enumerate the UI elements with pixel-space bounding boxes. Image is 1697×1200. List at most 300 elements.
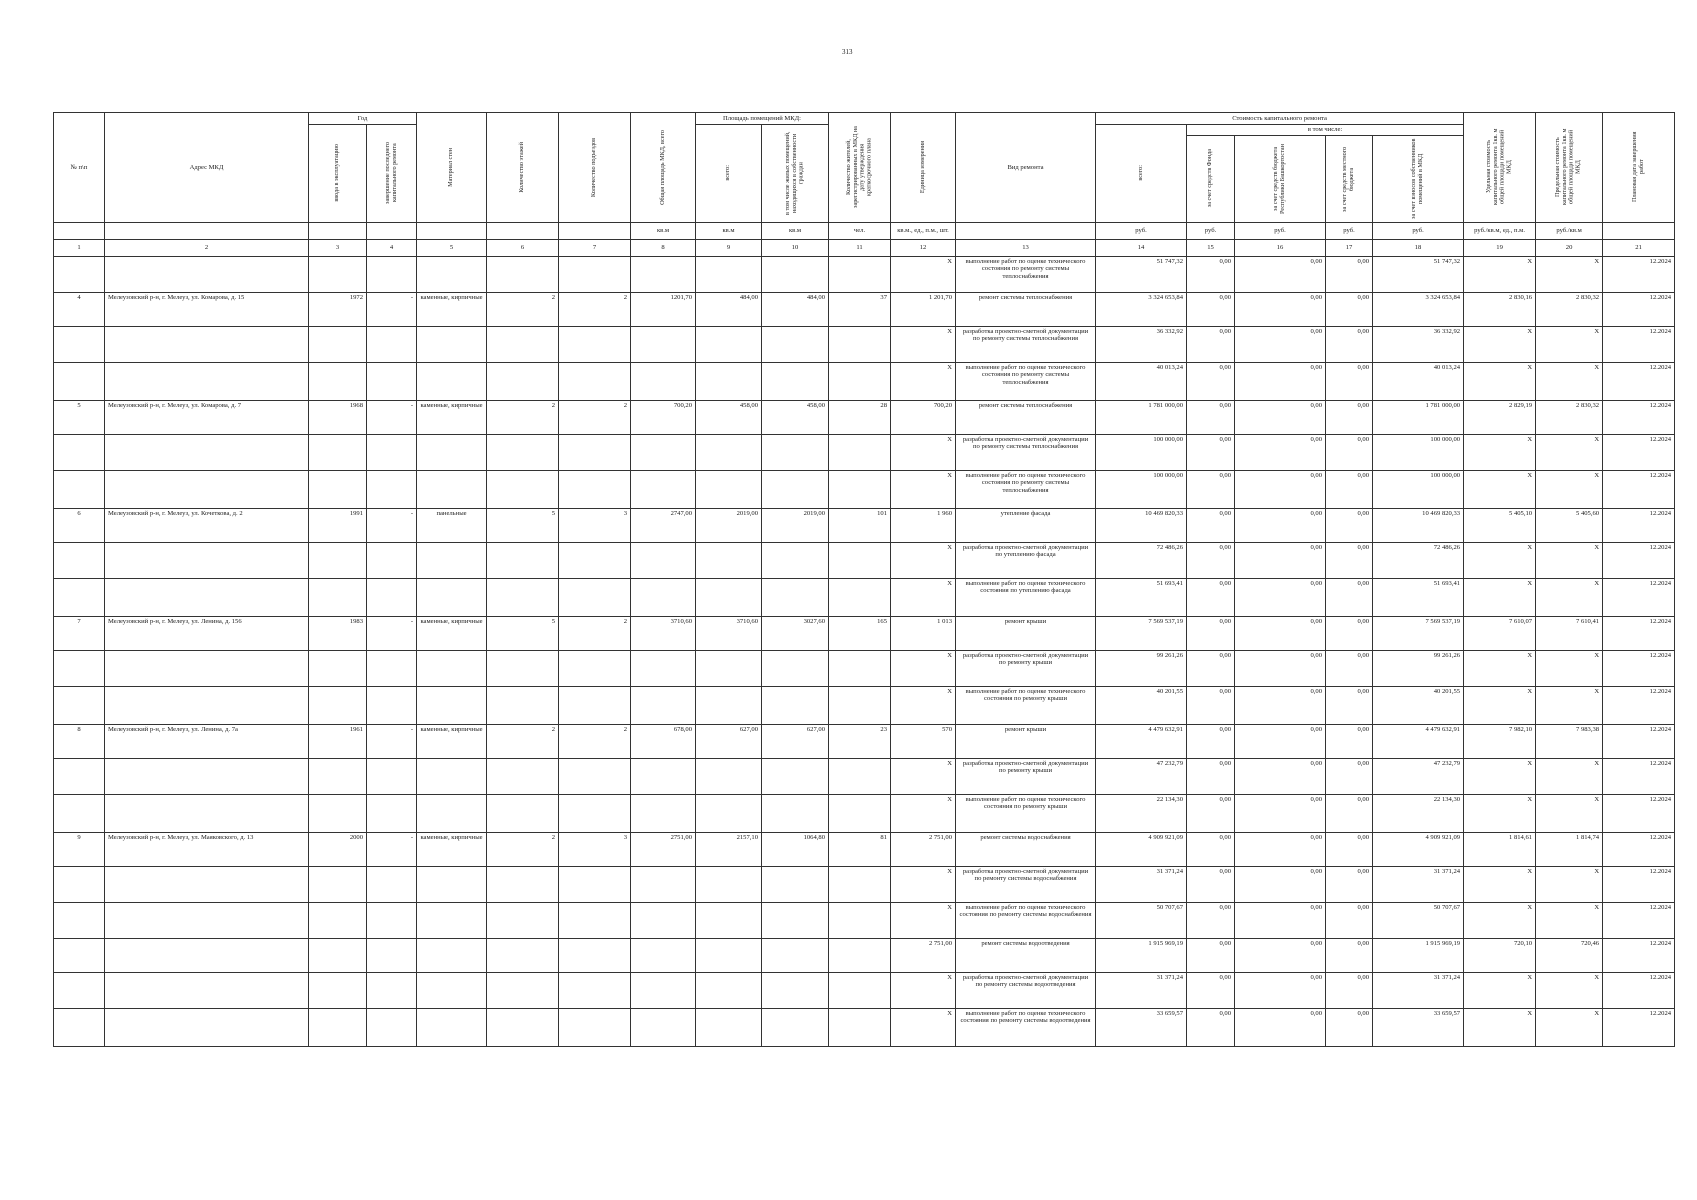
max-cost-cell: X: [1536, 902, 1603, 938]
repair-type-cell: разработка проектно-сметной документации по ремонту системы водоотведения: [956, 972, 1096, 1008]
year-commissioning-cell: 1968: [309, 400, 367, 434]
entrances-cell: [559, 902, 631, 938]
repair-plan-table: [53, 112, 1675, 1047]
cost-republic-cell: 0,00: [1235, 542, 1326, 578]
repair-type-cell: разработка проектно-сметной документации по ремонту крыши: [956, 650, 1096, 686]
cost-republic-cell: 0,00: [1235, 724, 1326, 758]
row-number-cell: 9: [54, 832, 105, 866]
area-total-cell: 458,00: [696, 400, 762, 434]
cost-total-cell: 31 371,24: [1096, 972, 1187, 1008]
column-number: 16: [1235, 239, 1326, 256]
area-total-cell: 2019,00: [696, 508, 762, 542]
deadline-cell: 12.2024: [1603, 542, 1675, 578]
address-cell: Мелеузовский р-н, г. Мелеуз, ул. Кочеткова, д. 2: [105, 508, 309, 542]
unit-cell: [487, 222, 559, 239]
floors-cell: [487, 686, 559, 724]
residents-cell: [829, 866, 891, 902]
column-number: 7: [559, 239, 631, 256]
unit-cell: [417, 222, 487, 239]
row-number-cell: 6: [54, 508, 105, 542]
area-residential-cell: [762, 470, 829, 508]
area-residential-cell: 2019,00: [762, 508, 829, 542]
quantity-cell: X: [891, 686, 956, 724]
row-number-cell: [54, 902, 105, 938]
floors-cell: 5: [487, 616, 559, 650]
unit-cell: руб./кв.м, ед., п.м.: [1464, 222, 1536, 239]
max-cost-cell: 5 405,60: [1536, 508, 1603, 542]
area-residential-cell: [762, 972, 829, 1008]
quantity-cell: 1 013: [891, 616, 956, 650]
header-cost-owners: за счет взносов собственников помещений в МКД: [1373, 135, 1464, 222]
cost-republic-cell: 0,00: [1235, 1008, 1326, 1046]
unit-cost-cell: 5 405,10: [1464, 508, 1536, 542]
residents-cell: 28: [829, 400, 891, 434]
cost-total-cell: 40 013,24: [1096, 362, 1187, 400]
year-last-repair-cell: [367, 972, 417, 1008]
total-area-cell: [631, 542, 696, 578]
wall-material-cell: [417, 866, 487, 902]
total-area-cell: [631, 686, 696, 724]
area-total-cell: [696, 758, 762, 794]
header-deadline: Плановая дата завершения работ: [1603, 113, 1675, 223]
repair-type-cell: разработка проектно-сметной документации по ремонту крыши: [956, 758, 1096, 794]
header-cost-group: Стоимость капитального ремонта: [1096, 113, 1464, 125]
address-cell: [105, 902, 309, 938]
total-area-cell: [631, 362, 696, 400]
max-cost-cell: X: [1536, 1008, 1603, 1046]
table-row: [54, 362, 1675, 400]
cost-total-cell: 31 371,24: [1096, 866, 1187, 902]
residents-cell: [829, 256, 891, 292]
entrances-cell: [559, 434, 631, 470]
header-wall-material: Материал стен: [417, 113, 487, 223]
cost-total-cell: 4 479 632,91: [1096, 724, 1187, 758]
wall-material-cell: [417, 902, 487, 938]
row-number-cell: [54, 686, 105, 724]
repair-type-cell: выполнение работ по оценке технического состояния по утеплению фасада: [956, 578, 1096, 616]
entrances-cell: 3: [559, 832, 631, 866]
cost-republic-cell: 0,00: [1235, 578, 1326, 616]
area-total-cell: [696, 866, 762, 902]
wall-material-cell: каменные, кирпичные: [417, 724, 487, 758]
table-row: [54, 616, 1675, 650]
area-total-cell: [696, 256, 762, 292]
wall-material-cell: [417, 686, 487, 724]
unit-cell: руб.: [1326, 222, 1373, 239]
deadline-cell: 12.2024: [1603, 794, 1675, 832]
repair-type-cell: разработка проектно-сметной документации по ремонту системы теплоснабжения: [956, 326, 1096, 362]
year-commissioning-cell: [309, 470, 367, 508]
address-cell: Мелеузовский р-н, г. Мелеуз, ул. Ленина, д. 7а: [105, 724, 309, 758]
area-total-cell: [696, 578, 762, 616]
cost-local-cell: 0,00: [1326, 686, 1373, 724]
year-last-repair-cell: -: [367, 292, 417, 326]
column-number: 18: [1373, 239, 1464, 256]
cost-fund-cell: 0,00: [1187, 1008, 1235, 1046]
cost-republic-cell: 0,00: [1235, 902, 1326, 938]
repair-type-cell: выполнение работ по оценке технического состояния по ремонту системы теплоснабжения: [956, 362, 1096, 400]
cost-owners-cell: 40 013,24: [1373, 362, 1464, 400]
header-year-group: Год: [309, 113, 417, 125]
unit-cell: [54, 222, 105, 239]
area-total-cell: 484,00: [696, 292, 762, 326]
header-area-residential: в том числе жилых помещений, находящихся в собственности граждан: [762, 125, 829, 223]
header-cost-total: всего:: [1096, 125, 1187, 223]
column-number: 2: [105, 239, 309, 256]
address-cell: [105, 686, 309, 724]
address-cell: [105, 650, 309, 686]
unit-cost-cell: X: [1464, 578, 1536, 616]
deadline-cell: 12.2024: [1603, 616, 1675, 650]
year-commissioning-cell: [309, 794, 367, 832]
row-number-cell: [54, 578, 105, 616]
cost-fund-cell: 0,00: [1187, 400, 1235, 434]
year-commissioning-cell: [309, 972, 367, 1008]
year-commissioning-cell: [309, 866, 367, 902]
unit-cost-cell: X: [1464, 758, 1536, 794]
deadline-cell: 12.2024: [1603, 256, 1675, 292]
table-row: [54, 292, 1675, 326]
unit-cell: кв.м: [696, 222, 762, 239]
cost-total-cell: 100 000,00: [1096, 470, 1187, 508]
area-total-cell: [696, 650, 762, 686]
row-number-cell: [54, 434, 105, 470]
total-area-cell: 2751,00: [631, 832, 696, 866]
area-residential-cell: [762, 866, 829, 902]
entrances-cell: [559, 972, 631, 1008]
max-cost-cell: X: [1536, 326, 1603, 362]
cost-republic-cell: 0,00: [1235, 794, 1326, 832]
unit-cost-cell: X: [1464, 794, 1536, 832]
header-total-area: Общая площадь МКД, всего: [631, 113, 696, 223]
row-number-cell: [54, 542, 105, 578]
floors-cell: 2: [487, 724, 559, 758]
repair-type-cell: ремонт системы водоснабжения: [956, 832, 1096, 866]
entrances-cell: [559, 866, 631, 902]
entrances-cell: [559, 470, 631, 508]
quantity-cell: 2 751,00: [891, 832, 956, 866]
table-row: [54, 578, 1675, 616]
wall-material-cell: [417, 470, 487, 508]
cost-owners-cell: 40 201,55: [1373, 686, 1464, 724]
unit-cost-cell: X: [1464, 434, 1536, 470]
area-residential-cell: 1064,80: [762, 832, 829, 866]
wall-material-cell: панельные: [417, 508, 487, 542]
max-cost-cell: 7 610,41: [1536, 616, 1603, 650]
units-row: [54, 222, 1675, 239]
cost-fund-cell: 0,00: [1187, 832, 1235, 866]
wall-material-cell: каменные, кирпичные: [417, 616, 487, 650]
deadline-cell: 12.2024: [1603, 434, 1675, 470]
entrances-cell: 3: [559, 508, 631, 542]
header-area-group: Площадь помещений МКД:: [696, 113, 829, 125]
area-residential-cell: [762, 902, 829, 938]
row-number-cell: [54, 326, 105, 362]
cost-fund-cell: 0,00: [1187, 650, 1235, 686]
cost-local-cell: 0,00: [1326, 650, 1373, 686]
unit-cell: [1603, 222, 1675, 239]
cost-owners-cell: 22 134,30: [1373, 794, 1464, 832]
address-cell: Мелеузовский р-н, г. Мелеуз, ул. Комарова, д. 15: [105, 292, 309, 326]
header-year-commissioning: ввода в эксплуатацию: [309, 125, 367, 223]
area-total-cell: [696, 470, 762, 508]
unit-cell: руб.: [1096, 222, 1187, 239]
quantity-cell: X: [891, 902, 956, 938]
area-residential-cell: [762, 434, 829, 470]
wall-material-cell: [417, 434, 487, 470]
column-numbers-row: [54, 239, 1675, 256]
cost-local-cell: 0,00: [1326, 400, 1373, 434]
max-cost-cell: X: [1536, 542, 1603, 578]
wall-material-cell: [417, 542, 487, 578]
year-last-repair-cell: [367, 650, 417, 686]
cost-total-cell: 1 915 969,19: [1096, 938, 1187, 972]
table-row: [54, 972, 1675, 1008]
cost-local-cell: 0,00: [1326, 972, 1373, 1008]
unit-cost-cell: 2 830,16: [1464, 292, 1536, 326]
cost-fund-cell: 0,00: [1187, 866, 1235, 902]
max-cost-cell: 720,46: [1536, 938, 1603, 972]
total-area-cell: [631, 758, 696, 794]
wall-material-cell: каменные, кирпичные: [417, 292, 487, 326]
floors-cell: [487, 794, 559, 832]
repair-type-cell: выполнение работ по оценке технического состояния по ремонту крыши: [956, 794, 1096, 832]
floors-cell: [487, 256, 559, 292]
area-residential-cell: [762, 650, 829, 686]
repair-plan-table-container: [53, 112, 1674, 1088]
total-area-cell: [631, 470, 696, 508]
year-commissioning-cell: [309, 578, 367, 616]
entrances-cell: [559, 362, 631, 400]
column-number: 9: [696, 239, 762, 256]
repair-type-cell: выполнение работ по оценке технического состояния по ремонту системы водоснабжения: [956, 902, 1096, 938]
cost-local-cell: 0,00: [1326, 434, 1373, 470]
cost-fund-cell: 0,00: [1187, 256, 1235, 292]
unit-cell: руб./кв.м: [1536, 222, 1603, 239]
wall-material-cell: [417, 650, 487, 686]
quantity-cell: 1 960: [891, 508, 956, 542]
cost-owners-cell: 99 261,26: [1373, 650, 1464, 686]
address-cell: [105, 758, 309, 794]
repair-type-cell: ремонт крыши: [956, 724, 1096, 758]
header-cost-fund: за счет средств Фонда: [1187, 135, 1235, 222]
cost-owners-cell: 7 569 537,19: [1373, 616, 1464, 650]
area-total-cell: [696, 794, 762, 832]
cost-total-cell: 36 332,92: [1096, 326, 1187, 362]
max-cost-cell: X: [1536, 758, 1603, 794]
wall-material-cell: [417, 972, 487, 1008]
wall-material-cell: [417, 362, 487, 400]
cost-fund-cell: 0,00: [1187, 902, 1235, 938]
year-last-repair-cell: [367, 578, 417, 616]
table-row: [54, 650, 1675, 686]
column-number: 6: [487, 239, 559, 256]
total-area-cell: 678,00: [631, 724, 696, 758]
deadline-cell: 12.2024: [1603, 724, 1675, 758]
header-cost-republic: за счет средств бюджета Республики Башкортостан: [1235, 135, 1326, 222]
unit-cell: [956, 222, 1096, 239]
area-total-cell: 2157,10: [696, 832, 762, 866]
area-total-cell: [696, 938, 762, 972]
unit-cost-cell: 7 982,10: [1464, 724, 1536, 758]
cost-republic-cell: 0,00: [1235, 470, 1326, 508]
deadline-cell: 12.2024: [1603, 758, 1675, 794]
row-number-cell: 8: [54, 724, 105, 758]
year-commissioning-cell: [309, 362, 367, 400]
unit-cost-cell: X: [1464, 650, 1536, 686]
max-cost-cell: X: [1536, 434, 1603, 470]
unit-cell: [105, 222, 309, 239]
quantity-cell: X: [891, 794, 956, 832]
entrances-cell: [559, 686, 631, 724]
max-cost-cell: 7 983,38: [1536, 724, 1603, 758]
cost-republic-cell: 0,00: [1235, 866, 1326, 902]
cost-republic-cell: 0,00: [1235, 650, 1326, 686]
quantity-cell: X: [891, 866, 956, 902]
row-number-cell: [54, 650, 105, 686]
table-row: [54, 794, 1675, 832]
entrances-cell: 2: [559, 616, 631, 650]
area-residential-cell: 458,00: [762, 400, 829, 434]
unit-cost-cell: X: [1464, 902, 1536, 938]
year-last-repair-cell: [367, 866, 417, 902]
residents-cell: [829, 470, 891, 508]
table-row: [54, 470, 1675, 508]
table-row: [54, 938, 1675, 972]
header-unit-cost: Удельная стоимость капитального ремонта 1кв. м общей площади помещений МКД: [1464, 113, 1536, 223]
area-residential-cell: 484,00: [762, 292, 829, 326]
max-cost-cell: X: [1536, 470, 1603, 508]
cost-republic-cell: 0,00: [1235, 400, 1326, 434]
area-residential-cell: [762, 362, 829, 400]
repair-type-cell: выполнение работ по оценке технического состояния по ремонту системы теплоснабжения: [956, 470, 1096, 508]
unit-cost-cell: 7 610,07: [1464, 616, 1536, 650]
year-last-repair-cell: -: [367, 832, 417, 866]
cost-republic-cell: 0,00: [1235, 616, 1326, 650]
cost-local-cell: 0,00: [1326, 292, 1373, 326]
cost-fund-cell: 0,00: [1187, 292, 1235, 326]
unit-cell: руб.: [1235, 222, 1326, 239]
cost-local-cell: 0,00: [1326, 938, 1373, 972]
total-area-cell: 1201,70: [631, 292, 696, 326]
residents-cell: [829, 650, 891, 686]
cost-total-cell: 3 324 653,84: [1096, 292, 1187, 326]
unit-cost-cell: X: [1464, 470, 1536, 508]
deadline-cell: 12.2024: [1603, 1008, 1675, 1046]
repair-type-cell: выполнение работ по оценке технического состояния по ремонту крыши: [956, 686, 1096, 724]
cost-total-cell: 72 486,26: [1096, 542, 1187, 578]
table-row: [54, 508, 1675, 542]
year-commissioning-cell: [309, 1008, 367, 1046]
deadline-cell: 12.2024: [1603, 470, 1675, 508]
wall-material-cell: каменные, кирпичные: [417, 400, 487, 434]
quantity-cell: X: [891, 362, 956, 400]
address-cell: [105, 866, 309, 902]
page-number: 313: [842, 48, 853, 56]
cost-total-cell: 100 000,00: [1096, 434, 1187, 470]
cost-local-cell: 0,00: [1326, 758, 1373, 794]
residents-cell: [829, 542, 891, 578]
quantity-cell: X: [891, 578, 956, 616]
area-total-cell: [696, 362, 762, 400]
year-last-repair-cell: -: [367, 400, 417, 434]
year-commissioning-cell: 1961: [309, 724, 367, 758]
column-number: 3: [309, 239, 367, 256]
wall-material-cell: [417, 758, 487, 794]
cost-fund-cell: 0,00: [1187, 938, 1235, 972]
column-number: 19: [1464, 239, 1536, 256]
unit-cell: [309, 222, 367, 239]
year-commissioning-cell: [309, 758, 367, 794]
entrances-cell: [559, 326, 631, 362]
total-area-cell: [631, 1008, 696, 1046]
deadline-cell: 12.2024: [1603, 362, 1675, 400]
header-floors: Количество этажей: [487, 113, 559, 223]
area-residential-cell: [762, 578, 829, 616]
floors-cell: [487, 542, 559, 578]
unit-cost-cell: X: [1464, 362, 1536, 400]
quantity-cell: X: [891, 326, 956, 362]
column-number: 12: [891, 239, 956, 256]
cost-republic-cell: 0,00: [1235, 508, 1326, 542]
year-last-repair-cell: -: [367, 616, 417, 650]
total-area-cell: 2747,00: [631, 508, 696, 542]
row-number-cell: 7: [54, 616, 105, 650]
unit-cell: кв.м: [631, 222, 696, 239]
residents-cell: [829, 362, 891, 400]
header-max-cost: Предельная стоимость капитального ремонта 1кв. м общей площади помещений МКД: [1536, 113, 1603, 223]
area-residential-cell: [762, 256, 829, 292]
cost-local-cell: 0,00: [1326, 724, 1373, 758]
unit-cost-cell: 1 814,61: [1464, 832, 1536, 866]
cost-fund-cell: 0,00: [1187, 972, 1235, 1008]
row-number-cell: 4: [54, 292, 105, 326]
address-cell: [105, 938, 309, 972]
column-number: 21: [1603, 239, 1675, 256]
total-area-cell: [631, 938, 696, 972]
residents-cell: [829, 902, 891, 938]
entrances-cell: [559, 650, 631, 686]
deadline-cell: 12.2024: [1603, 938, 1675, 972]
row-number-cell: [54, 938, 105, 972]
cost-local-cell: 0,00: [1326, 326, 1373, 362]
wall-material-cell: [417, 256, 487, 292]
cost-total-cell: 33 659,57: [1096, 1008, 1187, 1046]
wall-material-cell: [417, 1008, 487, 1046]
entrances-cell: 2: [559, 292, 631, 326]
unit-cell: [559, 222, 631, 239]
cost-owners-cell: 4 909 921,09: [1373, 832, 1464, 866]
entrances-cell: 2: [559, 724, 631, 758]
header-including: в том числе:: [1187, 125, 1464, 136]
quantity-cell: X: [891, 542, 956, 578]
cost-local-cell: 0,00: [1326, 578, 1373, 616]
year-last-repair-cell: [367, 758, 417, 794]
quantity-cell: X: [891, 650, 956, 686]
table-row: [54, 256, 1675, 292]
table-row: [54, 434, 1675, 470]
deadline-cell: 12.2024: [1603, 686, 1675, 724]
area-total-cell: [696, 902, 762, 938]
total-area-cell: 3710,60: [631, 616, 696, 650]
floors-cell: 2: [487, 292, 559, 326]
residents-cell: [829, 972, 891, 1008]
header-repair-type: Вид ремонта: [956, 113, 1096, 223]
cost-total-cell: 40 201,55: [1096, 686, 1187, 724]
quantity-cell: X: [891, 256, 956, 292]
deadline-cell: 12.2024: [1603, 832, 1675, 866]
unit-cost-cell: X: [1464, 256, 1536, 292]
